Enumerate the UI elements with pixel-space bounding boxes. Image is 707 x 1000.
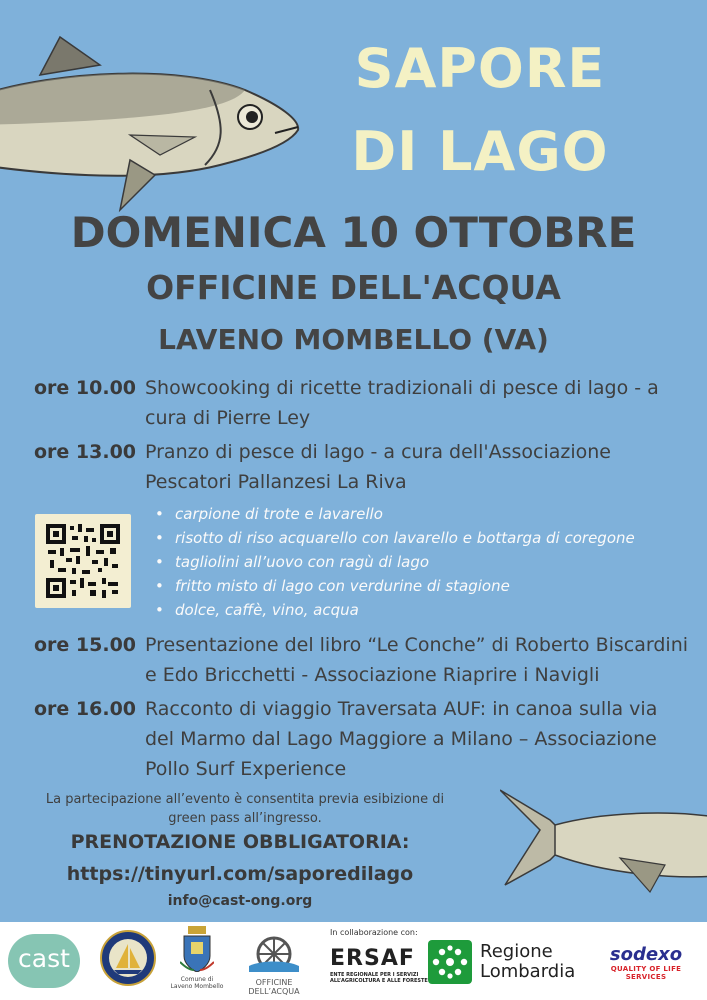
comune-logo: [170, 926, 224, 998]
ersaf-logo: [330, 928, 430, 998]
menu-item: • carpione di trote e lavarello: [155, 502, 695, 526]
fish-illustration-bottom: [500, 780, 707, 900]
schedule-description: Presentazione del libro “Le Conche” di Roberto Biscardini e Edo Bricchetti - Associazione Riaprire i Navigli: [145, 634, 689, 686]
regione-wordmark-line-2: Lombardia: [480, 961, 576, 982]
menu-item: • dolce, caffè, vino, acqua: [155, 598, 695, 622]
title-line-2: DI LAGO: [351, 120, 609, 183]
fish-illustration-top: [0, 25, 320, 215]
sailing-club-badge-icon: [100, 930, 156, 986]
schedule-description: Pranzo di pesce di lago - a cura dell'Associazione Pescatori Pallanzesi La Riva: [145, 441, 611, 493]
menu-item: • tagliolini all’uovo con ragù di lago: [155, 550, 695, 574]
cast-logo: cast: [8, 934, 80, 988]
schedule-time: ore 15.00: [34, 634, 137, 656]
schedule-time: ore 13.00: [34, 441, 137, 463]
schedule-description: Showcooking di ricette tradizionali di pesce di lago - a cura di Pierre Ley: [145, 377, 659, 429]
schedule-time: ore 16.00: [34, 698, 137, 720]
schedule-description: Racconto di viaggio Traversata AUF: in canoa sulla via del Marmo dal Lago Maggiore a Milano – Associazione Pollo Surf Experience: [145, 698, 658, 780]
title-line-1: SAPORE: [354, 37, 606, 100]
green-pass-notice: La partecipazione all’evento è consentita previa esibizione di green pass all’ingresso.: [45, 792, 445, 826]
coat-of-arms-icon: [180, 926, 214, 972]
sodexo-wordmark: sodexo: [609, 944, 683, 965]
rosa-camuna-icon: [428, 940, 472, 984]
sodexo-tagline: QUALITY OF LIFE SERVICES: [610, 965, 682, 981]
regione-lombardia-logo: [428, 938, 588, 984]
menu-item: • risotto di riso acquarello con lavarello e bottarga di coregone: [155, 526, 695, 550]
event-date: DOMENICA 10 OTTOBRE: [70, 208, 637, 257]
ersaf-wordmark: ERSAF: [330, 946, 415, 971]
water-wheel-icon: [249, 932, 299, 972]
event-place: LAVENO MOMBELLO (VA): [158, 323, 549, 356]
comune-caption: Comune di Laveno Mombello: [170, 976, 224, 990]
ersaf-subtitle: ENTE REGIONALE PER I SERVIZI ALL’AGRICOLTURA E ALLE FORESTE: [330, 972, 428, 984]
event-venue: OFFICINE DELL'ACQUA: [146, 268, 561, 307]
collaboration-caption: In collaborazione con:: [330, 928, 418, 937]
qr-code[interactable]: [35, 514, 131, 608]
booking-email[interactable]: info@cast-ong.org: [167, 893, 313, 909]
qr-code-icon: [46, 524, 120, 598]
officine-logo: [232, 932, 316, 998]
sodexo-logo: [590, 944, 702, 984]
booking-label: PRENOTAZIONE OBBLIGATORIA:: [70, 831, 410, 853]
lunch-menu: [155, 502, 695, 622]
schedule-time: ore 10.00: [34, 377, 137, 399]
sponsor-logos: [0, 922, 707, 1000]
regione-wordmark-line-1: Regione: [480, 941, 553, 962]
officine-caption: OFFICINE DELL’ACQUA: [248, 978, 300, 996]
menu-item: • fritto misto di lago con verdurine di stagione: [155, 574, 695, 598]
booking-link[interactable]: https://tinyurl.com/saporedilago: [66, 863, 414, 885]
